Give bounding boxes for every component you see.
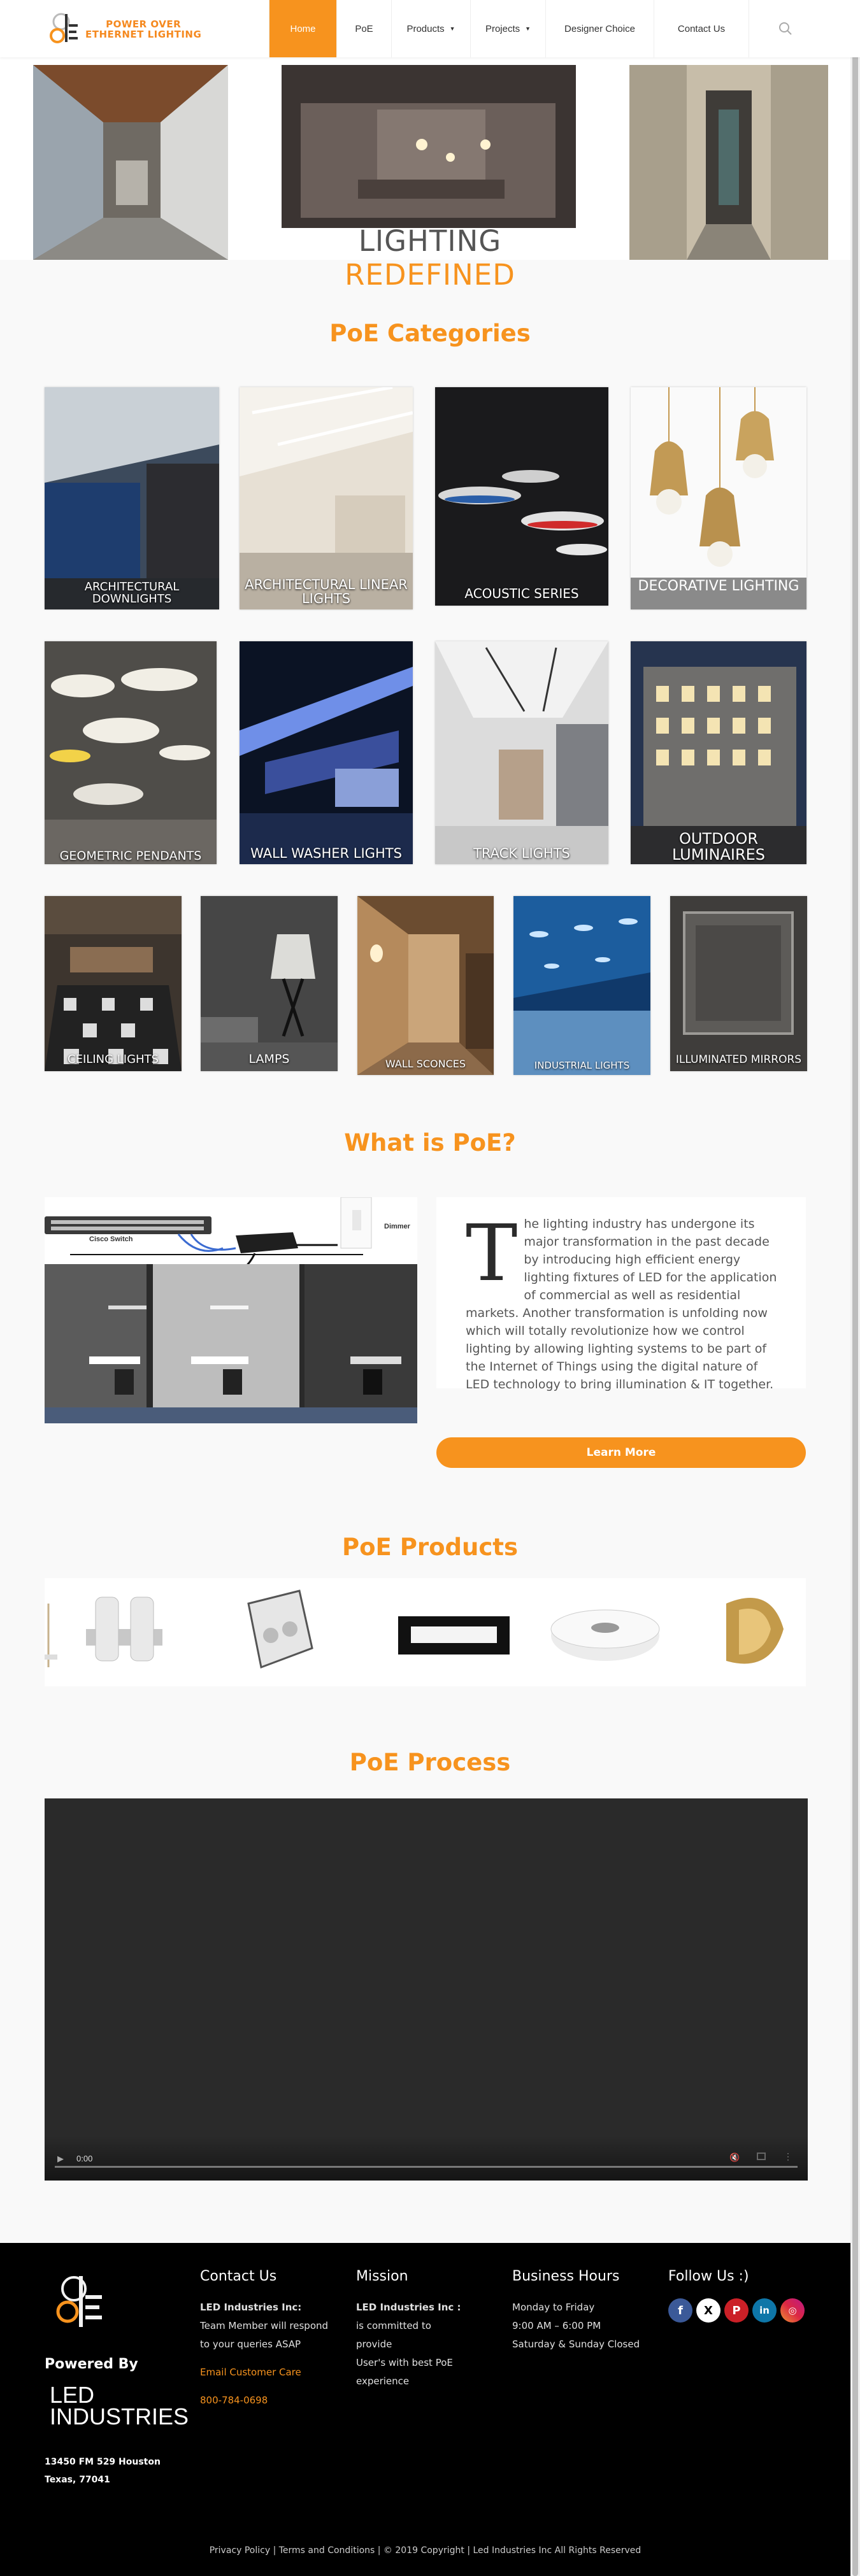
contact-company: LED Industries Inc:: [200, 2302, 302, 2313]
hours-heading: Business Hours: [512, 2268, 620, 2284]
poe-dropcap: T: [466, 1208, 518, 1299]
social-icons: [668, 2298, 808, 2323]
product-round-downlight: [551, 1610, 659, 1661]
logo-text-line1: POWER OVER: [106, 18, 182, 30]
nav-home-label: Home: [290, 23, 316, 34]
x-icon[interactable]: X: [696, 2298, 720, 2323]
video-controls: [45, 2136, 808, 2181]
category-label: ACOUSTIC SERIES: [464, 586, 579, 601]
category-label: ARCHITECTURAL DOWNLIGHTS: [84, 580, 180, 606]
category-photo: [240, 641, 413, 864]
diagram-label-switch: Cisco Switch: [89, 1235, 133, 1243]
category-photo: [45, 387, 219, 609]
products-carousel: [45, 1578, 806, 1686]
pinterest-icon[interactable]: P: [724, 2298, 749, 2323]
footer-follow-column: [668, 2268, 808, 2323]
scrollbar-thumb[interactable]: [852, 0, 858, 2576]
nav-products[interactable]: [391, 0, 470, 57]
nav-poe[interactable]: [336, 0, 391, 57]
search-icon[interactable]: [776, 19, 795, 38]
category-label: OUTDOOR LUMINAIRES: [671, 829, 766, 864]
mute-icon[interactable]: 🔇: [729, 2153, 740, 2162]
category-label: DECORATIVE LIGHTING: [631, 578, 806, 609]
category-label: TRACK LIGHTS: [473, 845, 570, 861]
video-time: 0:00: [76, 2154, 93, 2163]
hours-line3: Saturday & Sunday Closed: [512, 2338, 640, 2350]
category-label: GEOMETRIC PENDANTS: [59, 849, 202, 864]
process-video-player[interactable]: [45, 1798, 808, 2181]
poe-description-card: [436, 1197, 806, 1391]
mission-line4: experience: [356, 2375, 410, 2387]
category-photo: [45, 896, 182, 1071]
site-logo[interactable]: [47, 8, 213, 48]
hours-line1: Monday to Friday: [512, 2302, 595, 2313]
learn-more-button[interactable]: Learn More: [436, 1437, 806, 1468]
chevron-down-icon: ▼: [449, 25, 455, 32]
category-label: CEILING LIGHTS: [68, 1053, 159, 1067]
diagram-label-dimmer: Dimmer: [384, 1223, 410, 1230]
facebook-icon[interactable]: f: [668, 2298, 692, 2323]
led-brand-line2: INDUSTRIES: [50, 2403, 189, 2430]
footer-mission-column: [356, 2268, 461, 2391]
poe-description-text: he lighting industry has undergone its major transformation in the past decade by introducing high efficient energy lighting fixtures of LED for the application of commercial as well as residential markets. Another transformation is unfolding now which will totally revolutionize how we control lighting by allowing lighting systems to be part of the Internet of Things using the digital nature of LED technology to bring illumination & IT together.: [466, 1217, 777, 1391]
nav-poe-label: PoE: [355, 23, 373, 34]
more-options-icon[interactable]: ⋮: [784, 2151, 792, 2161]
category-photo: [435, 387, 608, 606]
hero-photo-hallway: [629, 65, 828, 260]
contact-line2: to your queries ASAP: [200, 2338, 301, 2350]
logo-text: [85, 19, 201, 39]
category-track-lights[interactable]: [435, 641, 608, 864]
categories-heading: PoE Categories: [329, 320, 531, 347]
nav-products-label: Products: [406, 23, 445, 34]
nav-projects-label: Projects: [485, 23, 520, 34]
category-geometric-pendants[interactable]: [45, 641, 217, 864]
hours-line2: 9:00 AM – 6:00 PM: [512, 2320, 601, 2331]
nav-contact-us[interactable]: [654, 0, 749, 57]
nav-projects[interactable]: [470, 0, 545, 57]
logo-text-line2: ETHERNET LIGHTING: [85, 29, 202, 40]
diagram-label-driver: PoE Driver: [248, 1220, 285, 1228]
linkedin-icon[interactable]: in: [752, 2298, 777, 2323]
category-outdoor-luminaires[interactable]: [631, 641, 806, 864]
chevron-down-icon: ▼: [525, 25, 531, 32]
led-industries-logo[interactable]: [50, 2384, 189, 2428]
logo-mark: [47, 8, 85, 48]
nav-home[interactable]: [269, 0, 336, 57]
nav-designer-choice-label: Designer Choice: [564, 23, 635, 34]
footer-address: [45, 2453, 161, 2489]
category-label: ARCHITECTURAL LINEAR LIGHTS: [245, 576, 408, 606]
mission-line1: is committed to: [356, 2320, 431, 2331]
mission-line2: provide: [356, 2338, 392, 2350]
category-photo: [631, 387, 806, 609]
nav-contact-us-label: Contact Us: [677, 23, 726, 34]
main-nav: [269, 0, 749, 57]
mission-company: LED Industries Inc :: [356, 2302, 461, 2313]
category-wall-sconces[interactable]: [357, 896, 494, 1075]
category-architectural-linear-lights[interactable]: [240, 387, 413, 609]
site-header: [0, 0, 860, 57]
site-footer: [0, 2243, 850, 2576]
category-photo: [670, 896, 807, 1071]
mission-line3: User's with best PoE: [356, 2357, 453, 2368]
address-line2: Texas, 77041: [45, 2475, 110, 2485]
footer-copyright-links[interactable]: Privacy Policy | Terms and Conditions | © 2019 Copyright | Led Industries Inc All Rights Reserved: [209, 2545, 641, 2556]
powered-by-label: Powered By: [45, 2356, 138, 2372]
category-lamps[interactable]: [201, 896, 338, 1071]
category-label: WALL SCONCES: [385, 1058, 466, 1071]
category-photo: [45, 641, 217, 864]
video-progress-track[interactable]: [55, 2166, 798, 2168]
hero-title-accent: REDEFINED: [345, 258, 515, 292]
hero-title-plain: LIGHTING: [358, 224, 502, 258]
category-photo: [513, 896, 650, 1075]
process-heading: PoE Process: [349, 1749, 511, 1776]
hero-photo-room: [282, 65, 576, 228]
poe-diagram-image: [45, 1197, 417, 1423]
products-heading: PoE Products: [342, 1534, 518, 1561]
hero-title: [280, 224, 580, 292]
led-brand-line1: LED: [50, 2382, 95, 2408]
category-label: LAMPS: [248, 1052, 290, 1067]
category-photo: [435, 641, 608, 864]
fullscreen-icon[interactable]: [757, 2153, 766, 2160]
instagram-icon[interactable]: ◎: [780, 2298, 805, 2323]
category-decorative-lighting[interactable]: [631, 387, 806, 609]
hero-photo-corridor: [33, 65, 228, 260]
category-architectural-downlights[interactable]: [45, 387, 219, 609]
footer-logo: [51, 2270, 115, 2333]
nav-designer-choice[interactable]: [545, 0, 654, 57]
category-label: INDUSTRIAL LIGHTS: [534, 1060, 630, 1072]
category-ceiling-lights[interactable]: [45, 896, 182, 1071]
address-line1: 13450 FM 529 Houston: [45, 2457, 161, 2467]
email-customer-care-link[interactable]: Email Customer Care: [200, 2366, 301, 2378]
category-label: ILLUMINATED MIRRORS: [675, 1053, 802, 1067]
poe-description: [466, 1208, 778, 1393]
footer-hours-column: [512, 2268, 640, 2354]
follow-heading: Follow Us :): [668, 2268, 749, 2284]
category-acoustic-series[interactable]: [435, 387, 608, 606]
product-step-light: [398, 1616, 510, 1654]
products-strip-images: [45, 1578, 806, 1686]
mission-heading: Mission: [356, 2268, 408, 2284]
category-label: WALL WASHER LIGHTS: [250, 845, 402, 861]
contact-line1: Team Member will respond: [200, 2320, 329, 2331]
play-icon[interactable]: ▶: [57, 2154, 64, 2163]
category-photo: [201, 896, 338, 1071]
page-scrollbar[interactable]: [850, 0, 860, 2576]
contact-heading: Contact Us: [200, 2268, 277, 2284]
phone-link[interactable]: 800-784-0698: [200, 2395, 268, 2406]
category-photo: [240, 387, 413, 609]
category-illuminated-mirrors[interactable]: [670, 896, 807, 1071]
category-wall-washer-lights[interactable]: [240, 641, 413, 864]
category-photo: [357, 896, 494, 1075]
category-industrial-lights[interactable]: [513, 896, 650, 1075]
whatispoe-heading: What is PoE?: [344, 1129, 516, 1156]
poe-diagram: [45, 1197, 417, 1423]
footer-contact-column: [200, 2268, 328, 2410]
